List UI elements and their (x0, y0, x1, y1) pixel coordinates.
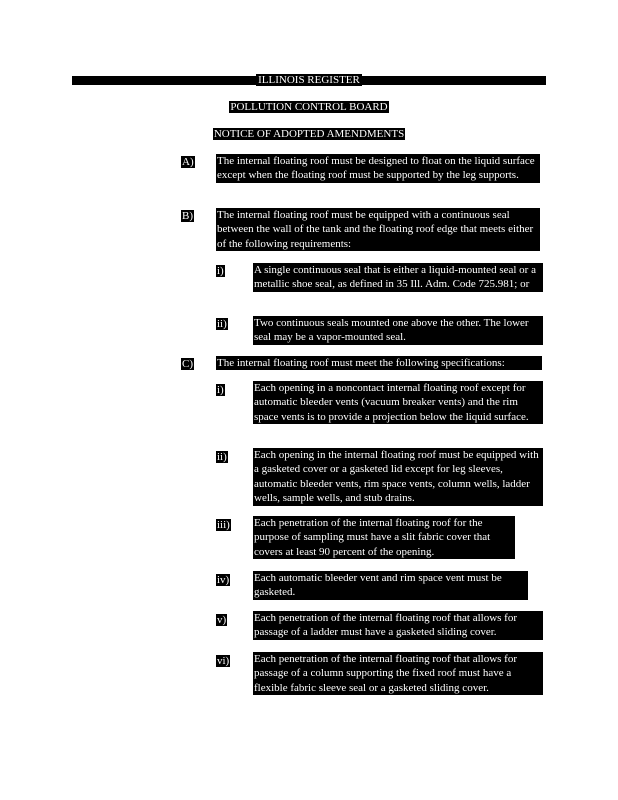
item-c-iii-text: Each penetration of the internal floating roof for the purpose of sampling must have a slit fabric cover that covers at least 90 percent of the opening. (253, 516, 515, 559)
item-b-i-text: A single continuous seal that is either a liquid-mounted seal or a metallic shoe seal, as defined in 35 Ill. Adm. Code 725.981; or (253, 263, 543, 292)
notice-heading (0, 128, 618, 140)
item-c-marker: C) (182, 358, 193, 370)
item-c-iii-marker: iii) (217, 519, 230, 531)
item-b-marker: B) (182, 210, 193, 222)
register-title-text: ILLINOIS REGISTER (258, 74, 360, 86)
item-c-vi-text: Each penetration of the internal floating roof that allows for passage of a column supporting the fixed roof must have a flexible fabric sleeve seal or a gasketed sliding cover. (253, 652, 543, 695)
item-c-text: The internal floating roof must meet the following specifications: (216, 356, 542, 370)
item-c-v-marker: v) (217, 614, 227, 626)
item-b-i-marker: i) (217, 265, 224, 277)
item-b-text: The internal floating roof must be equipped with a continuous seal between the wall of the tank and the floating roof edge that meets either of the following requirements: (216, 208, 540, 251)
item-c-v-text: Each penetration of the internal floating roof that allows for passage of a ladder must have a gasketed sliding cover. (253, 611, 543, 640)
item-b-ii-text: Two continuous seals mounted one above the other. The lower seal may be a vapor-mounted seal. (253, 316, 543, 345)
item-a-marker: A) (182, 156, 194, 168)
agency-heading (0, 101, 618, 113)
item-c-iv-text: Each automatic bleeder vent and rim space vent must be gasketed. (253, 571, 528, 600)
notice-heading-text: NOTICE OF ADOPTED AMENDMENTS (213, 128, 405, 140)
item-b-ii-marker: ii) (217, 318, 227, 330)
item-c-i-marker: i) (217, 384, 224, 396)
item-a-text: The internal floating roof must be designed to float on the liquid surface except when the floating roof must be supported by the leg supports. (216, 154, 540, 183)
agency-heading-text: POLLUTION CONTROL BOARD (230, 101, 388, 113)
item-c-ii-marker: ii) (217, 451, 227, 463)
item-c-i-text: Each opening in a noncontact internal floating roof except for automatic bleeder vents (vacuum breaker vents) and the rim space vents is to provide a projection below the liquid surface. (253, 381, 543, 424)
item-c-vi-marker: vi) (217, 655, 230, 667)
register-title (0, 74, 618, 86)
item-c-ii-text: Each opening in the internal floating roof must be equipped with a gasketed cover or a gasketed lid except for leg sleeves, automatic bleeder vents, rim space vents, column wells, ladder wells, sample wells, and stub drains. (253, 448, 543, 506)
item-c-iv-marker: iv) (217, 574, 230, 586)
